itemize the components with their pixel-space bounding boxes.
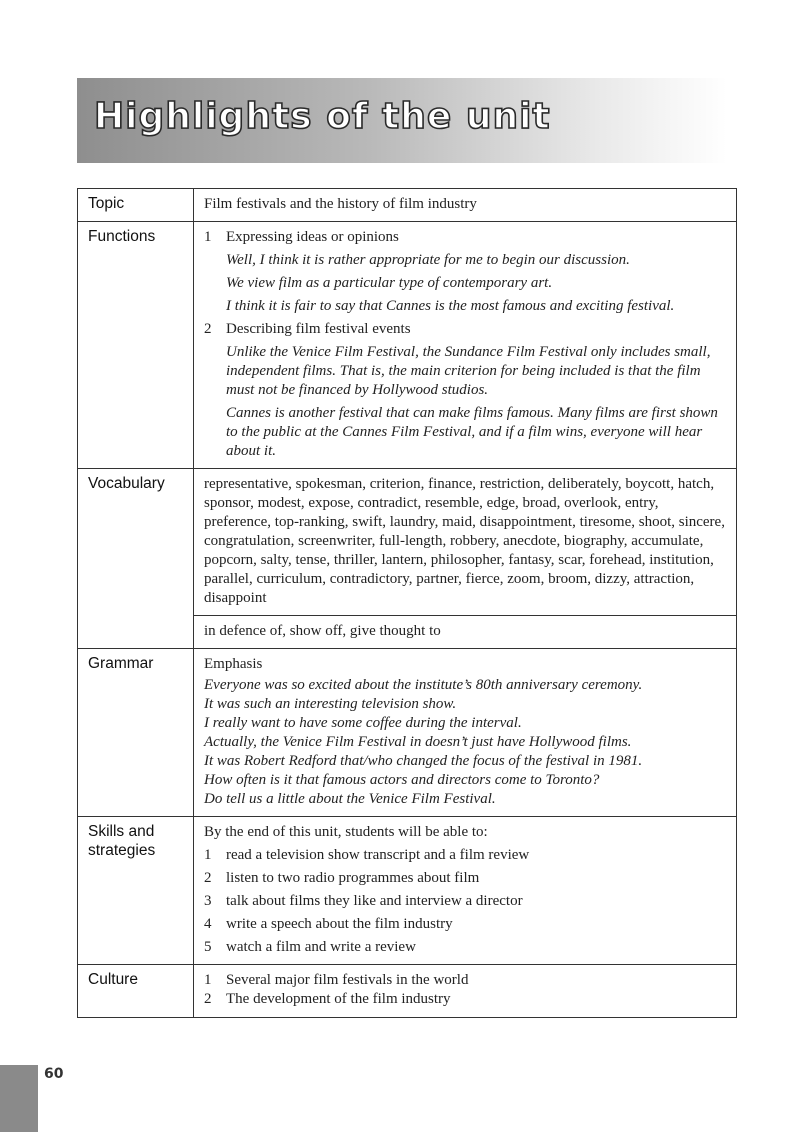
- item-number: 5: [204, 939, 212, 955]
- item-text: read a television show transcript and a film review: [226, 847, 530, 863]
- row-label: Topic: [78, 189, 194, 222]
- example-sentence: Actually, the Venice Film Festival in doesn’t just have Hollywood films.: [204, 734, 632, 750]
- item-number: 1: [204, 972, 212, 988]
- item-text: listen to two radio programmes about film: [226, 870, 480, 886]
- highlights-table: [77, 188, 737, 1018]
- vocabulary-phrases: in defence of, show off, give thought to: [194, 616, 737, 649]
- example-sentence: Do tell us a little about the Venice Film Festival.: [204, 791, 496, 807]
- row-label: Vocabulary: [78, 469, 194, 649]
- example-sentence: I really want to have some coffee during the interval.: [204, 715, 522, 731]
- vocabulary-words: representative, spokesman, criterion, finance, restriction, deliberately, boycott, hatch, sponsor, modest, expose, contradict, resemble, edge, broad, overlook, entry, preference, top-ranking, swift, laundry, maid, disappointment, tiresome, shoot, sincere, congratulation, screenwriter, full-length, robbery, anecdote, biography, accumulate, popcorn, salty, tense, thriller, lantern, philosopher, fantasy, scar, forehead, institution, parallel, curriculum, contradictory, partner, fierce, zoom, broom, dizzy, attraction, disappoint: [194, 469, 737, 616]
- topic-row: [78, 189, 737, 222]
- item-number: 1: [204, 847, 212, 863]
- skills-intro: By the end of this unit, students will be able to:: [204, 824, 488, 840]
- skills-content: [194, 817, 737, 965]
- culture-row: [78, 965, 737, 1018]
- list-item: [204, 938, 728, 957]
- item-text: write a speech about the film industry: [226, 916, 453, 932]
- topic-text: Film festivals and the history of film industry: [194, 189, 737, 222]
- example-sentence: How often is it that famous actors and directors come to Toronto?: [204, 772, 600, 788]
- example-sentence: Well, I think it is rather appropriate for me to begin our discussion.: [226, 252, 630, 268]
- item-number: 4: [204, 916, 212, 932]
- item-number: 1: [204, 229, 212, 245]
- list-item: [204, 869, 728, 888]
- item-number: 2: [204, 321, 212, 337]
- example-sentence: It was Robert Redford that/who changed the focus of the festival in 1981.: [204, 753, 643, 769]
- example-sentence: We view film as a particular type of contemporary art.: [226, 275, 553, 291]
- example-sentence: Unlike the Venice Film Festival, the Sundance Film Festival only includes small, independent films. That is, the main criterion for being included is that the film must not be financed by Hollywood studios.: [226, 344, 711, 398]
- list-item: [204, 971, 728, 990]
- item-number: 2: [204, 870, 212, 886]
- list-item: [204, 915, 728, 934]
- list-item: [204, 846, 728, 865]
- title-banner: [77, 78, 727, 163]
- example-sentence: Everyone was so excited about the institute’s 80th anniversary ceremony.: [204, 677, 643, 693]
- culture-content: [194, 965, 737, 1018]
- page-title: Highlights of the unit: [94, 96, 551, 137]
- item-text: The development of the film industry: [226, 991, 451, 1007]
- row-label: Culture: [78, 965, 194, 1018]
- row-label: Grammar: [78, 649, 194, 817]
- list-item: [204, 228, 728, 247]
- list-item: [204, 892, 728, 911]
- page-tab: [0, 1065, 38, 1132]
- grammar-heading: Emphasis: [204, 656, 263, 672]
- example-sentence: It was such an interesting television show.: [204, 696, 457, 712]
- item-number: 2: [204, 991, 212, 1007]
- functions-row: [78, 222, 737, 469]
- item-heading: Describing film festival events: [226, 321, 411, 337]
- grammar-content: [194, 649, 737, 817]
- grammar-row: [78, 649, 737, 817]
- item-text: Several major film festivals in the world: [226, 972, 469, 988]
- list-item: [204, 320, 728, 339]
- skills-row: [78, 817, 737, 965]
- functions-content: [194, 222, 737, 469]
- item-number: 3: [204, 893, 212, 909]
- row-label: Skills and strategies: [78, 817, 194, 965]
- list-item: [204, 990, 728, 1009]
- example-sentence: Cannes is another festival that can make films famous. Many films are first shown to the public at the Cannes Film Festival, and if a film wins, everyone will hear about it.: [226, 405, 718, 459]
- example-sentence: I think it is fair to say that Cannes is the most famous and exciting festival.: [226, 298, 675, 314]
- row-label: Functions: [78, 222, 194, 469]
- vocabulary-row: [78, 469, 737, 616]
- item-text: talk about films they like and interview a director: [226, 893, 523, 909]
- item-text: watch a film and write a review: [226, 939, 416, 955]
- item-heading: Expressing ideas or opinions: [226, 229, 399, 245]
- page-number: 60: [44, 1066, 64, 1082]
